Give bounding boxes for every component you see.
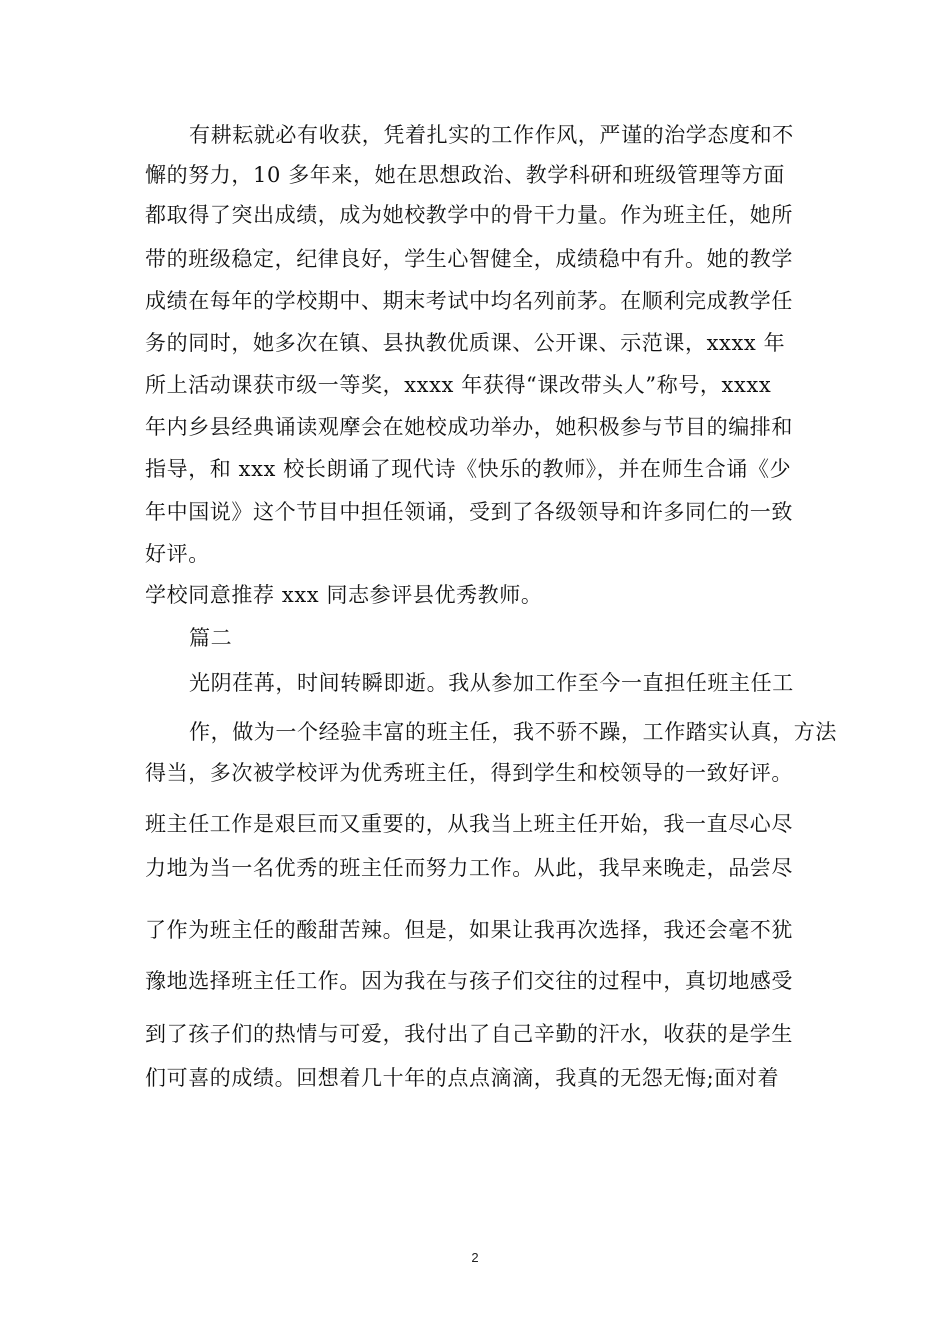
text-line: 力地为当一名优秀的班主任而努力工作。从此，我早来晚走，品尝尽: [145, 856, 793, 880]
page-number: 2: [471, 1250, 479, 1265]
text-line: 作，做为一个经验丰富的班主任，我不骄不躁，工作踏实认真，方法: [189, 720, 837, 744]
text-line: 年中国说》这个节目中担任领诵，受到了各级领导和许多同仁的一致: [145, 500, 793, 524]
text-line: 篇二: [189, 626, 233, 650]
text-line: 得当，多次被学校评为优秀班主任，得到学生和校领导的一致好评。: [145, 761, 793, 785]
text-line: 带的班级稳定，纪律良好，学生心智健全，成绩稳中有升。她的教学: [145, 247, 793, 271]
text-line: 们可喜的成绩。回想着几十年的点点滴滴，我真的无怨无悔;面对着: [145, 1066, 780, 1090]
text-line: 务的同时，她多次在镇、县执教优质课、公开课、示范课，xxxx 年: [145, 331, 786, 355]
text-line: 到了孩子们的热情与可爱，我付出了自己辛勤的汗水，收获的是学生: [145, 1022, 793, 1046]
text-line: 有耕耘就必有收获，凭着扎实的工作作风，严谨的治学态度和不: [189, 123, 794, 147]
text-line: 班主任工作是艰巨而又重要的，从我当上班主任开始，我一直尽心尽: [145, 812, 793, 836]
text-line: 都取得了突出成绩，成为她校教学中的骨干力量。作为班主任，她所: [145, 203, 793, 227]
text-line: 光阴荏苒，时间转瞬即逝。我从参加工作至今一直担任班主任工: [189, 671, 794, 695]
text-line: 了作为班主任的酸甜苦辣。但是，如果让我再次选择，我还会毫不犹: [145, 918, 793, 942]
text-line: 好评。: [145, 542, 210, 566]
text-line: 懈的努力，10 多年来，她在思想政治、教学科研和班级管理等方面: [145, 163, 785, 187]
text-line: 学校同意推荐 xxx 同志参评县优秀教师。: [145, 583, 543, 607]
text-line: 所上活动课获市级一等奖，xxxx 年获得“课改带头人”称号，xxxx: [145, 373, 772, 397]
text-line: 指导，和 xxx 校长朗诵了现代诗《快乐的教师》，并在师生合诵《少: [145, 457, 792, 481]
text-line: 豫地选择班主任工作。因为我在与孩子们交往的过程中，真切地感受: [145, 969, 793, 993]
text-line: 年内乡县经典诵读观摩会在她校成功举办，她积极参与节目的编排和: [145, 415, 793, 439]
text-line: 成绩在每年的学校期中、期末考试中均名列前茅。在顺利完成教学任: [145, 289, 793, 313]
